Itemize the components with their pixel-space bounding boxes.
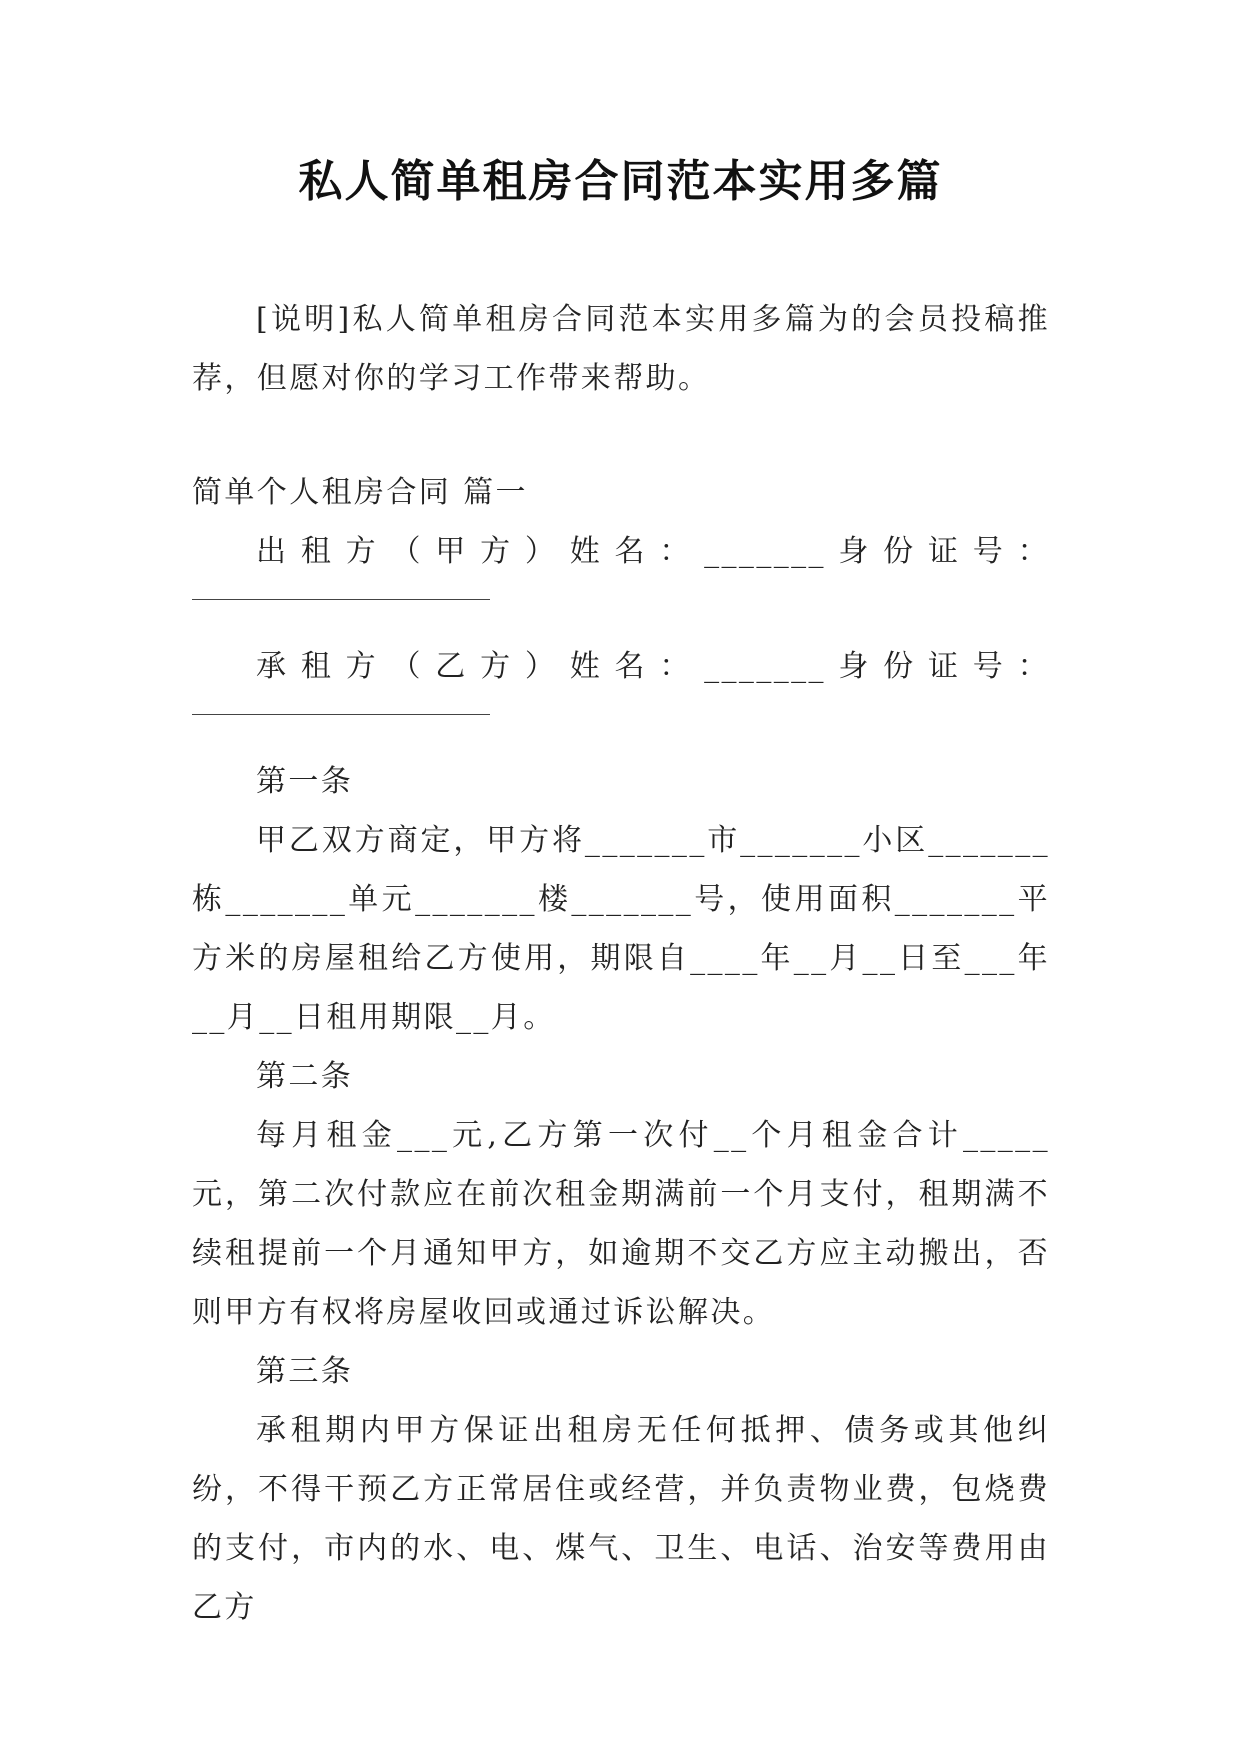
lessor-char: 身 [838,534,871,569]
lessor-char: 方 [345,534,379,569]
lessee-char: 份 [883,649,916,684]
lessee-char: 身 [838,649,871,684]
document-title: 私人简单租房合同范本实用多篇 [298,156,943,207]
lessee-char: 方 [345,649,379,684]
blank-rule [192,714,490,715]
lessee-char: 租 [300,649,334,684]
lessor-char: 号 [972,534,1006,569]
lessor-char: 姓 [569,534,603,569]
lessee-char: 承 [256,649,289,684]
lessee-char: 号 [972,649,1006,684]
lessee-line [192,637,1050,696]
lessor-line [192,522,1050,581]
lessor-char: （ [390,534,423,569]
lessor-char: 出 [256,534,289,569]
lessee-char: ： [659,649,692,684]
section-heading: 简单个人租房合同 篇一 [192,475,528,510]
article-2-text: 每月租金___元,乙方第一次付__个月租金合计_____元，第二次付款应在前次租金期满前一个月支付，租期满不续租提前一个月通知甲方，如逾期不交乙方应主动搬出，否则甲方有权将房屋收回或通过诉讼解决。 [192,1118,1050,1330]
lessee-id-blank [192,696,1050,752]
document-body [192,290,1050,1637]
lessor-char: 份 [883,534,916,569]
lessee-name-blank: _______ [704,649,826,684]
intro-paragraph: [说明]私人简单租房合同范本实用多篇为的会员投稿推荐，但愿对你的学习工作带来帮助。 [192,302,1050,396]
lessee-char: （ [390,649,423,684]
lessor-char: 租 [300,534,334,569]
lessor-char: ： [659,534,692,569]
lessee-char: 方 [480,649,513,684]
article-2-heading: 第二条 [256,1059,354,1094]
article-3-text: 承租期内甲方保证出租房无任何抵押、债务或其他纠纷，不得干预乙方正常居住或经营，并负责物业费，包烧费的支付，市内的水、电、煤气、卫生、电话、治安等费用由乙方 [192,1413,1050,1625]
lessor-id-blank [192,581,1050,637]
lessee-char: 姓 [569,649,603,684]
lessor-char: ） [524,534,558,569]
lessee-char: 证 [927,649,961,684]
blank-rule [192,599,490,600]
lessee-char: 名 [614,649,647,684]
lessor-char: 甲 [435,534,468,569]
lessee-char: 乙 [435,649,468,684]
article-1-text: 甲乙双方商定，甲方将_______市_______小区_______栋_______单元_______楼_______号，使用面积_______平方米的房屋租给乙方使用，期限自____年__月__日至___年__月__日租用期限__月。 [192,823,1050,1035]
lessor-char: ： [1017,534,1050,569]
lessor-name-blank: _______ [704,534,826,569]
lessor-char: 证 [927,534,961,569]
lessee-char: ） [524,649,558,684]
lessor-char: 名 [614,534,647,569]
lessee-char: ： [1017,649,1050,684]
article-3-heading: 第三条 [256,1354,354,1389]
article-1-heading: 第一条 [256,764,354,799]
lessor-char: 方 [480,534,513,569]
